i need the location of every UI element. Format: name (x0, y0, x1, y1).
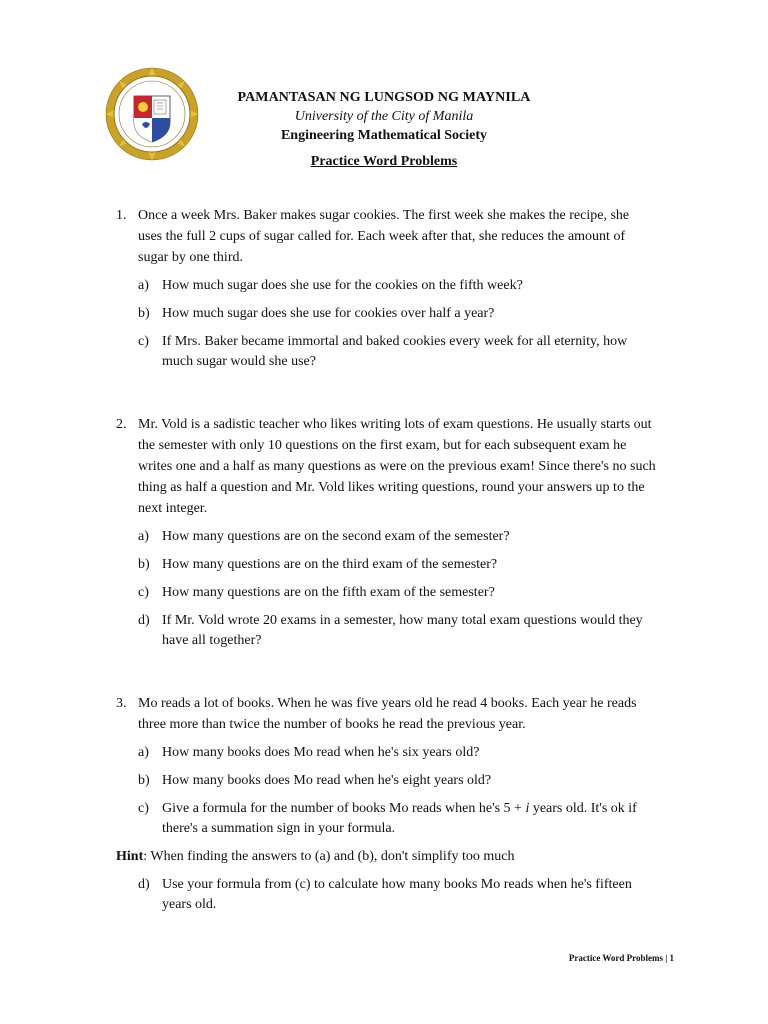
sub-question (138, 875, 656, 915)
problem-number: 3. (116, 696, 127, 711)
sub-question (138, 611, 656, 651)
sub-question-text: How many questions are on the fifth exam of the semester? (162, 585, 495, 600)
sub-question-label: b) (138, 306, 150, 321)
sub-question-text: If Mrs. Baker became immortal and baked cookies every week for all eternity, how much sugar would she use? (162, 334, 628, 369)
problem-number: 1. (116, 208, 127, 223)
hint-label: Hint (116, 849, 144, 864)
sub-question-label: c) (138, 334, 149, 349)
sub-question-text: How many books does Mo read when he's six years old? (162, 745, 480, 760)
sub-question (138, 527, 656, 547)
sub-question (138, 771, 656, 791)
sub-question-label: b) (138, 773, 150, 788)
problem-list (116, 205, 656, 915)
sub-question (138, 583, 656, 603)
problem-1 (116, 205, 656, 372)
society-name: Engineering Mathematical Society (280, 128, 488, 143)
sub-question (138, 555, 656, 575)
problem-stem: Mr. Vold is a sadistic teacher who likes writing lots of exam questions. He usually starts out the semester with only 10 questions on the first exam, but for each subsequent exam he writes one and a half as many questions as were on the previous exam! Since there's no such thing as half a question and Mr. Vold likes writing questions, round your answers up to the next integer. (138, 417, 656, 516)
sub-question-text: How much sugar does she use for the cookies on the fifth week? (162, 278, 523, 293)
sub-question-label: a) (138, 529, 149, 544)
sub-question-label: a) (138, 278, 149, 293)
page-title: Practice Word Problems (310, 154, 458, 169)
university-english-name: University of the City of Manila (294, 109, 474, 124)
sub-question-text: How many questions are on the third exam of the semester? (162, 557, 498, 572)
sub-question-text: How much sugar does she use for cookies over half a year? (162, 306, 495, 321)
sub-question (138, 304, 656, 324)
problem-stem: Once a week Mrs. Baker makes sugar cookies. The first week she makes the recipe, she uses the full 2 cups of sugar called for. Each week after that, she reduces the amount of sugar by one third. (138, 208, 630, 265)
formula-variable: i (525, 801, 530, 816)
sub-question-label: d) (138, 877, 150, 892)
sub-question (138, 743, 656, 763)
sub-question-text (162, 801, 637, 836)
problem-stem: Mo reads a lot of books. When he was five years old he read 4 books. Each year he reads three more than twice the number of books he read the previous year. (138, 696, 637, 732)
document-header (0, 88, 768, 145)
sub-question (138, 332, 656, 372)
hint-line (116, 847, 656, 867)
sub-question-label: d) (138, 613, 150, 628)
sub-question-text: How many books does Mo read when he's eight years old? (162, 773, 492, 788)
problem-number: 2. (116, 417, 127, 432)
problem-3-continued (116, 875, 656, 915)
sub-question-label: b) (138, 557, 150, 572)
sub-question-text-part: years old. It's ok if there's a summation sign in your formula. (162, 801, 637, 836)
sub-question-label: c) (138, 801, 149, 816)
page-footer (569, 953, 674, 963)
sub-question-text: If Mr. Vold wrote 20 exams in a semester, how many total exam questions would they have all together? (162, 613, 643, 648)
sub-question (138, 276, 656, 296)
university-name: PAMANTASAN NG LUNGSOD NG MAYNILA (237, 90, 531, 105)
sub-question-label: a) (138, 745, 149, 760)
footer-separator: | (663, 953, 670, 963)
sub-question-label: c) (138, 585, 149, 600)
hint-text: : When finding the answers to (a) and (b), don't simplify too much (143, 849, 515, 864)
sub-question-text: Use your formula from (c) to calculate how many books Mo reads when he's fifteen years old. (162, 877, 632, 912)
footer-title: Practice Word Problems (568, 953, 664, 963)
problem-2 (116, 414, 656, 651)
sub-question-text-part: Give a formula for the number of books Mo reads when he's 5 + (162, 801, 526, 816)
sub-question (138, 799, 656, 839)
page-number: 1 (669, 953, 674, 963)
sub-question-text: How many questions are on the second exam of the semester? (162, 529, 510, 544)
problem-3 (116, 693, 656, 839)
